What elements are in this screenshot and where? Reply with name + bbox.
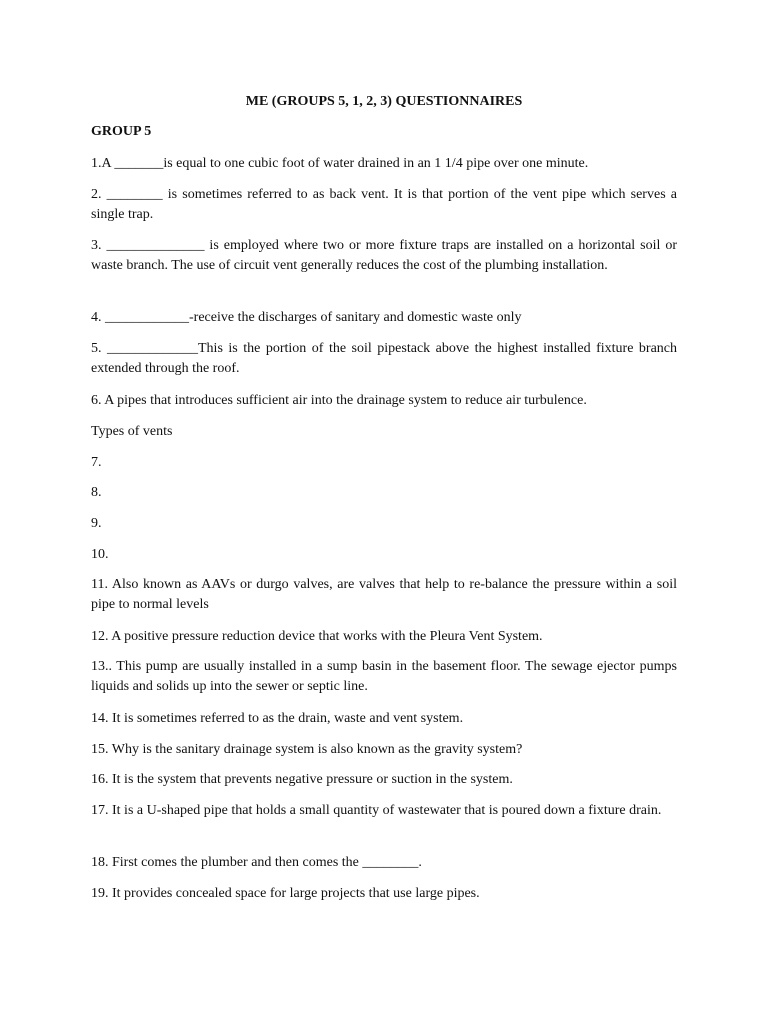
section-label: Types of vents — [91, 424, 173, 439]
question-15: 15. Why is the sanitary drainage system is also known as the gravity system? — [91, 742, 523, 757]
question-12: 12. A positive pressure reduction device that works with the Pleura Vent System. — [91, 629, 543, 644]
group-heading: GROUP 5 — [91, 124, 152, 139]
question-4: 4. ____________-receive the discharges of sanitary and domestic waste only — [91, 310, 522, 325]
page-title: ME (GROUPS 5, 1, 2, 3) QUESTIONNAIRES — [245, 94, 523, 109]
question-14: 14. It is sometimes referred to as the drain, waste and vent system. — [91, 711, 464, 726]
question-8: 8. — [91, 485, 102, 500]
question-1: 1.A _______is equal to one cubic foot of water drained in an 1 1/4 pipe over one minute. — [91, 156, 589, 171]
question-13: 13.. This pump are usually installed in a sump basin in the basement floor. The sewage ejector pumps liquids and solids up into the sewer or septic line. — [91, 659, 677, 694]
question-11: 11. Also known as AAVs or durgo valves, are valves that help to re-balance the pressure within a soil pipe to normal levels — [91, 577, 677, 612]
question-18: 18. First comes the plumber and then comes the ________. — [91, 855, 422, 870]
question-16: 16. It is the system that prevents negative pressure or suction in the system. — [91, 772, 513, 787]
question-3: 3. ______________ is employed where two or more fixture traps are installed on a horizontal soil or waste branch. The use of circuit vent generally reduces the cost of the plumbing installation. — [91, 238, 677, 273]
question-9: 9. — [91, 516, 102, 531]
question-17: 17. It is a U-shaped pipe that holds a small quantity of wastewater that is poured down a fixture drain. — [91, 803, 662, 818]
question-2: 2. ________ is sometimes referred to as back vent. It is that portion of the vent pipe which serves a single trap. — [91, 187, 677, 222]
question-7: 7. — [91, 455, 102, 470]
question-6: 6. A pipes that introduces sufficient air into the drainage system to reduce air turbulence. — [91, 393, 587, 408]
question-19: 19. It provides concealed space for large projects that use large pipes. — [91, 886, 480, 901]
question-10: 10. — [91, 547, 109, 562]
question-5: 5. _____________This is the portion of the soil pipestack above the highest installed fixture branch extended through the roof. — [91, 341, 677, 376]
